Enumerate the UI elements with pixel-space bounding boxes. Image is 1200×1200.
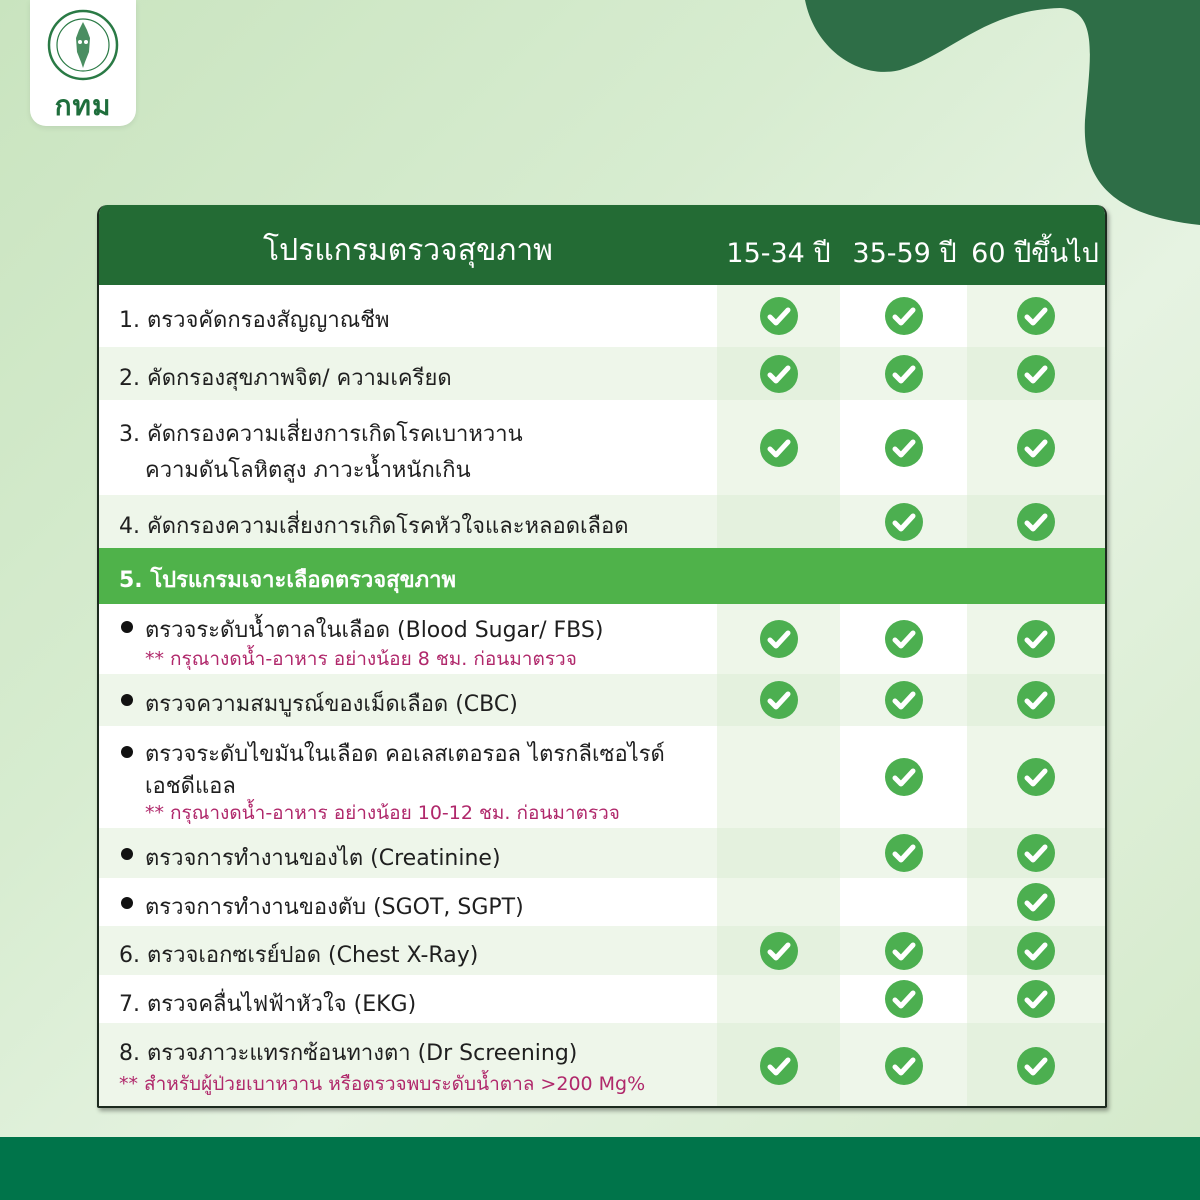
check-cell (967, 285, 1105, 347)
header-col-15-34: 15-34 ปี (726, 238, 831, 269)
check-circle-icon (1016, 354, 1056, 394)
table-row (99, 975, 1105, 1023)
check-circle-icon (759, 680, 799, 720)
health-check-table (97, 205, 1107, 1108)
check-circle-icon (884, 502, 924, 542)
check-cell (717, 674, 840, 726)
check-cell (717, 400, 840, 495)
row-label: 6. ตรวจเอกซเรย์ปอด (Chest X-Ray) (119, 943, 479, 968)
check-circle-icon (1016, 833, 1056, 873)
check-cell (840, 674, 967, 726)
background-blob (0, 0, 1200, 240)
check-circle-icon (884, 757, 924, 797)
row-label: 8. ตรวจภาวะแทรกซ้อนทางตา (Dr Screening) (119, 1041, 578, 1066)
check-circle-icon (884, 354, 924, 394)
check-circle-icon (1016, 502, 1056, 542)
row-label-line2: ความดันโลหิตสูง ภาวะน้ำหนักเกิน (145, 458, 471, 483)
row-label: ตรวจระดับน้ำตาลในเลือด (Blood Sugar/ FBS) (145, 618, 604, 643)
check-circle-icon (884, 680, 924, 720)
table-row (99, 285, 1105, 347)
check-cell (840, 726, 967, 828)
table-row (99, 828, 1105, 878)
check-cell (717, 495, 840, 548)
check-cell (967, 726, 1105, 828)
check-cell (717, 1023, 840, 1108)
row-label: 1. ตรวจคัดกรองสัญญาณชีพ (119, 308, 390, 333)
row-label: 7. ตรวจคลื่นไฟฟ้าหัวใจ (EKG) (119, 992, 417, 1017)
check-cell (967, 604, 1105, 674)
check-cell (967, 400, 1105, 495)
check-circle-icon (759, 428, 799, 468)
row-label: 3. คัดกรองความเสี่ยงการเกิดโรคเบาหวาน (119, 422, 523, 447)
table-row (99, 400, 1105, 495)
check-circle-icon (1016, 1046, 1056, 1086)
row-note: ** สำหรับผู้ป่วยเบาหวาน หรือตรวจพบระดับน้ำตาล >200 Mg% (119, 1073, 646, 1095)
section-title: 5. โปรแกรมเจาะเลือดตรวจสุขภาพ (119, 568, 456, 593)
table-row (99, 926, 1105, 975)
header-col-60plus: 60 ปีขึ้นไป (971, 238, 1099, 269)
check-cell (840, 878, 967, 926)
check-circle-icon (1016, 680, 1056, 720)
check-circle-icon (884, 619, 924, 659)
check-circle-icon (1016, 428, 1056, 468)
check-circle-icon (884, 1046, 924, 1086)
check-cell (840, 495, 967, 548)
check-circle-icon (884, 979, 924, 1019)
check-circle-icon (759, 354, 799, 394)
check-cell (840, 828, 967, 878)
row-note: ** กรุณางดน้ำ-อาหาร อย่างน้อย 8 ชม. ก่อนมาตรวจ (145, 648, 577, 670)
table-row (99, 878, 1105, 926)
logo-text: กทม (54, 89, 112, 122)
check-cell (717, 726, 840, 828)
check-cell (717, 828, 840, 878)
check-cell (840, 400, 967, 495)
table-row (99, 726, 1105, 828)
check-circle-icon (884, 296, 924, 336)
check-circle-icon (759, 1046, 799, 1086)
check-cell (967, 674, 1105, 726)
section-header (99, 548, 1107, 604)
check-cell (967, 878, 1105, 926)
check-cell (717, 926, 840, 975)
check-cell (967, 495, 1105, 548)
table-row (99, 1023, 1105, 1108)
row-label: ตรวจระดับไขมันในเลือด คอเลสเตอรอล ไตรกลีเซอไรด์ (145, 742, 665, 767)
check-cell (717, 878, 840, 926)
check-cell (967, 975, 1105, 1023)
check-cell (840, 347, 967, 400)
row-label-line2: เอชดีแอล (145, 774, 236, 799)
check-cell (967, 1023, 1105, 1108)
table-header (99, 205, 1107, 285)
check-cell (717, 285, 840, 347)
check-cell (967, 926, 1105, 975)
check-circle-icon (1016, 296, 1056, 336)
check-circle-icon (1016, 931, 1056, 971)
check-cell (840, 1023, 967, 1108)
check-circle-icon (759, 931, 799, 971)
check-cell (967, 347, 1105, 400)
bma-logo (30, 0, 136, 126)
check-cell (717, 604, 840, 674)
table-row (99, 674, 1105, 726)
check-cell (967, 828, 1105, 878)
row-label: ตรวจความสมบูรณ์ของเม็ดเลือด (CBC) (145, 692, 518, 717)
bullet-icon (121, 746, 133, 758)
check-circle-icon (884, 428, 924, 468)
check-cell (840, 926, 967, 975)
bullet-icon (121, 694, 133, 706)
check-circle-icon (759, 619, 799, 659)
bullet-icon (121, 621, 133, 633)
check-circle-icon (1016, 882, 1056, 922)
check-circle-icon (884, 931, 924, 971)
header-title: โปรแกรมตรวจสุขภาพ (263, 233, 553, 268)
header-col-35-59: 35-59 ปี (852, 238, 957, 269)
check-circle-icon (1016, 757, 1056, 797)
row-label: 2. คัดกรองสุขภาพจิต/ ความเครียด (119, 366, 452, 391)
row-label: ตรวจการทำงานของตับ (SGOT, SGPT) (145, 895, 524, 920)
check-cell (840, 604, 967, 674)
check-circle-icon (759, 296, 799, 336)
check-cell (840, 975, 967, 1023)
check-circle-icon (1016, 619, 1056, 659)
check-circle-icon (884, 833, 924, 873)
check-circle-icon (1016, 979, 1056, 1019)
row-label: ตรวจการทำงานของไต (Creatinine) (145, 846, 501, 871)
row-label: 4. คัดกรองความเสี่ยงการเกิดโรคหัวใจและหลอดเลือด (119, 514, 629, 539)
table-row (99, 347, 1105, 400)
check-cell (717, 347, 840, 400)
footer-band (0, 1137, 1200, 1200)
row-note: ** กรุณางดน้ำ-อาหาร อย่างน้อย 10-12 ชม. ก่อนมาตรวจ (145, 802, 620, 824)
table-row (99, 495, 1105, 548)
check-cell (840, 285, 967, 347)
bangkok-seal-icon (46, 8, 120, 82)
check-cell (717, 975, 840, 1023)
table-row (99, 604, 1105, 674)
bullet-icon (121, 897, 133, 909)
bullet-icon (121, 848, 133, 860)
